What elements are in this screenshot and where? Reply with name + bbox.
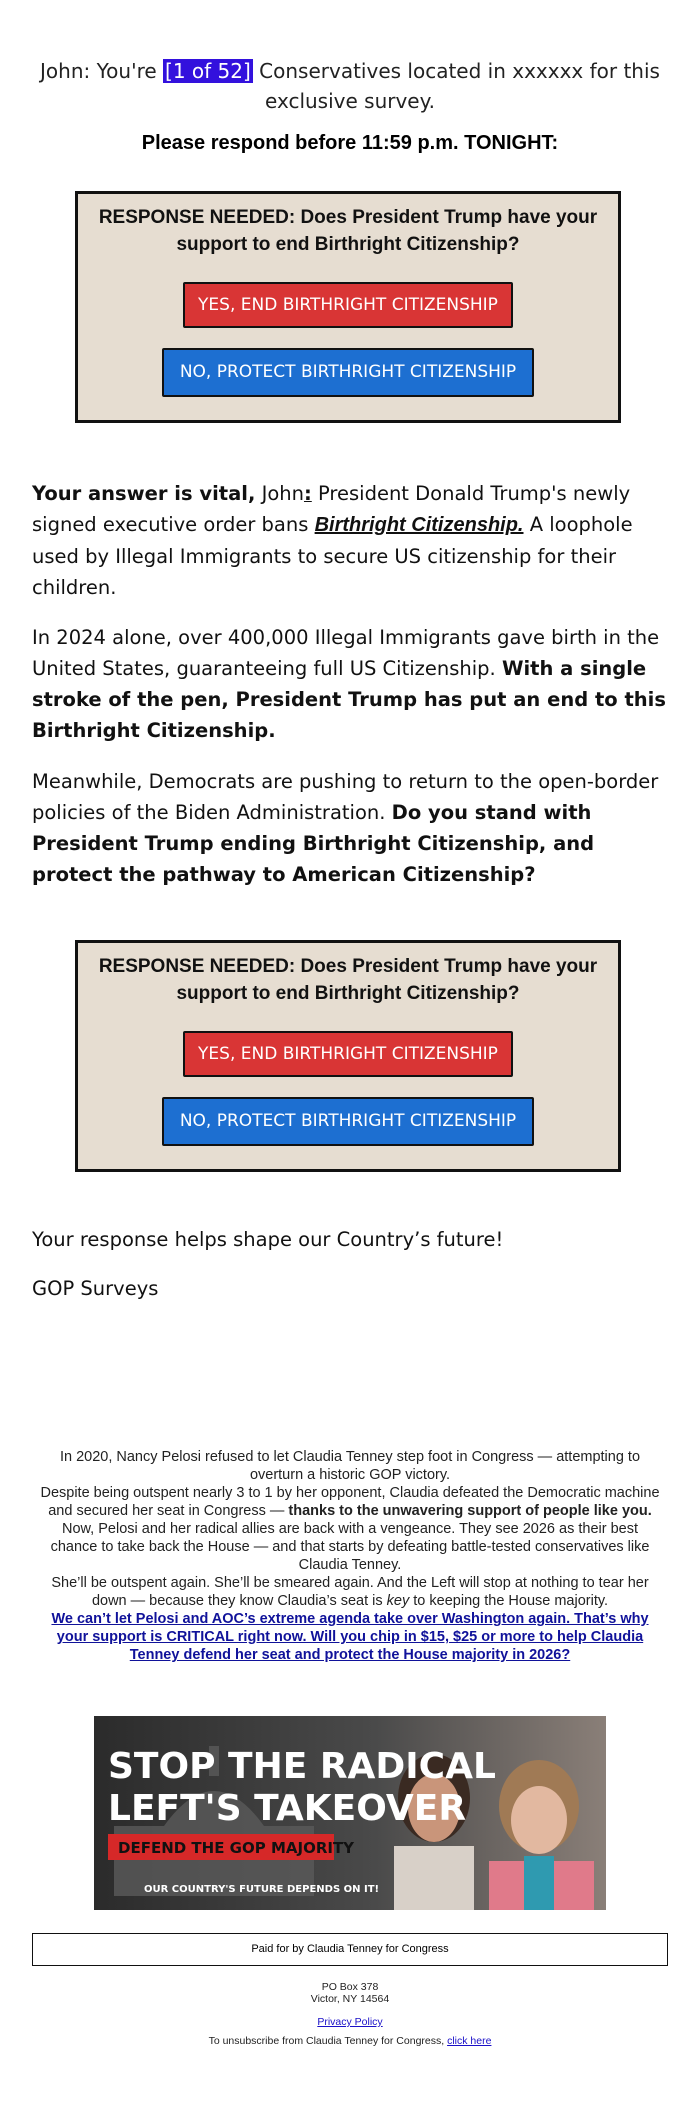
banner-line4: OUR COUNTRY'S FUTURE DEPENDS ON IT!	[144, 1884, 380, 1895]
rank-highlight: [1 of 52]	[165, 59, 251, 83]
yes-end-birthright-button[interactable]: YES, END BIRTHRIGHT CITIZENSHIP	[183, 1031, 513, 1077]
closing-line: Your response helps shape our Country’s future!	[32, 1228, 504, 1251]
intro-name: John: You're	[40, 59, 157, 83]
footer-p2-text: Despite being outspent nearly 3 to 1 by her opponent, Claudia defeated the Democratic machine and secured her seat in Congress —	[40, 1485, 660, 1519]
footer-p4-a: She’ll be outspent again. She’ll be smeared again. And the Left will stop at nothing to tear her down — because they know Claudia’s seat is	[51, 1575, 649, 1609]
signature: GOP Surveys	[32, 1277, 159, 1300]
intro-rest: Conservatives located in xxxxxx for this exclusive survey.	[259, 59, 660, 113]
donate-cta-link[interactable]: We can’t let Pelosi and AOC’s extreme agenda take over Washington again. That’s why your support is CRITICAL right now. Will you chip in $15, $25 or more to help Claudia Tenney defend her seat and protect the House majority in 2026?	[51, 1611, 649, 1663]
survey-box-top	[75, 191, 621, 423]
no-protect-birthright-button[interactable]: NO, PROTECT BIRTHRIGHT CITIZENSHIP	[162, 348, 534, 397]
footer-text	[40, 1448, 660, 1664]
survey-question: RESPONSE NEEDED: Does President Trump have your support to end Birthright Citizenship?	[98, 207, 598, 255]
footer-p2	[40, 1484, 660, 1520]
paragraph-1	[32, 478, 668, 603]
p3-bold: Do you stand with President Trump ending Birthright Citizenship, and protect the pathway to American Citizenship?	[32, 801, 595, 886]
privacy-row	[0, 2016, 700, 2029]
unsubscribe-text: To unsubscribe from Claudia Tenney for Congress,	[208, 2035, 445, 2047]
paragraph-2	[32, 622, 668, 746]
birthright-citizenship-link[interactable]: Birthright Citizenship.	[314, 514, 524, 536]
survey-question: RESPONSE NEEDED: Does President Trump have your support to end Birthright Citizenship?	[98, 956, 598, 1004]
p2-text: In 2024 alone, over 400,000 Illegal Immigrants gave birth in the United States, guaranteeing full US Citizenship.	[32, 626, 660, 680]
intro-text	[40, 56, 660, 116]
yes-end-birthright-button[interactable]: YES, END BIRTHRIGHT CITIZENSHIP	[183, 282, 513, 328]
footer-p2-bold: thanks to the unwavering support of people like you.	[288, 1503, 652, 1519]
p1-text-a: President Donald Trump's newly signed executive order bans	[32, 482, 631, 536]
p1-name: John	[261, 482, 304, 505]
address-line-1: PO Box 378	[321, 1981, 379, 1993]
no-protect-birthright-button[interactable]: NO, PROTECT BIRTHRIGHT CITIZENSHIP	[162, 1097, 534, 1146]
footer-p1: In 2020, Nancy Pelosi refused to let Claudia Tenney step foot in Congress — attempting to overturn a historic GOP victory.	[59, 1449, 641, 1483]
unsubscribe-link[interactable]: click here	[447, 2035, 492, 2047]
banner-line2: LEFT'S TAKEOVER	[108, 1788, 467, 1829]
p1-text-b: A loophole used by Illegal Immigrants to secure US citizenship for their children.	[32, 513, 633, 599]
footer-p4-em: key	[386, 1593, 410, 1609]
banner-line1: STOP THE RADICAL	[108, 1746, 496, 1787]
p1-colon: :	[303, 482, 312, 505]
survey-box-bottom	[75, 940, 621, 1172]
unsubscribe-row	[0, 2035, 700, 2048]
banner-text-layer	[94, 1716, 606, 1910]
p3-text: Meanwhile, Democrats are pushing to return to the open-border policies of the Biden Administration.	[32, 770, 659, 824]
stop-radical-left-banner[interactable]	[94, 1716, 606, 1910]
paid-for-disclaimer: Paid for by Claudia Tenney for Congress	[32, 1933, 668, 1966]
footer-p3: Now, Pelosi and her radical allies are back with a vengeance. They see 2026 as their best chance to take back the House — and that starts by defeating battle-tested conservatives like Claudia Tenney.	[50, 1521, 650, 1573]
address-line-2: Victor, NY 14564	[310, 1993, 390, 2005]
p2-bold: With a single stroke of the pen, President Trump has put an end to this Birthright Citizenship.	[32, 657, 666, 742]
deadline-text: Please respond before 11:59 p.m. TONIGHT:	[141, 132, 559, 154]
p1-bold: Your answer is vital,	[32, 482, 256, 505]
privacy-policy-link[interactable]: Privacy Policy	[317, 2016, 383, 2028]
paragraph-3	[32, 766, 668, 890]
footer-p4-b: to keeping the House majority.	[413, 1593, 609, 1609]
banner-line3: DEFEND THE GOP MAJORITY	[118, 1839, 355, 1857]
footer-p4	[40, 1574, 660, 1610]
